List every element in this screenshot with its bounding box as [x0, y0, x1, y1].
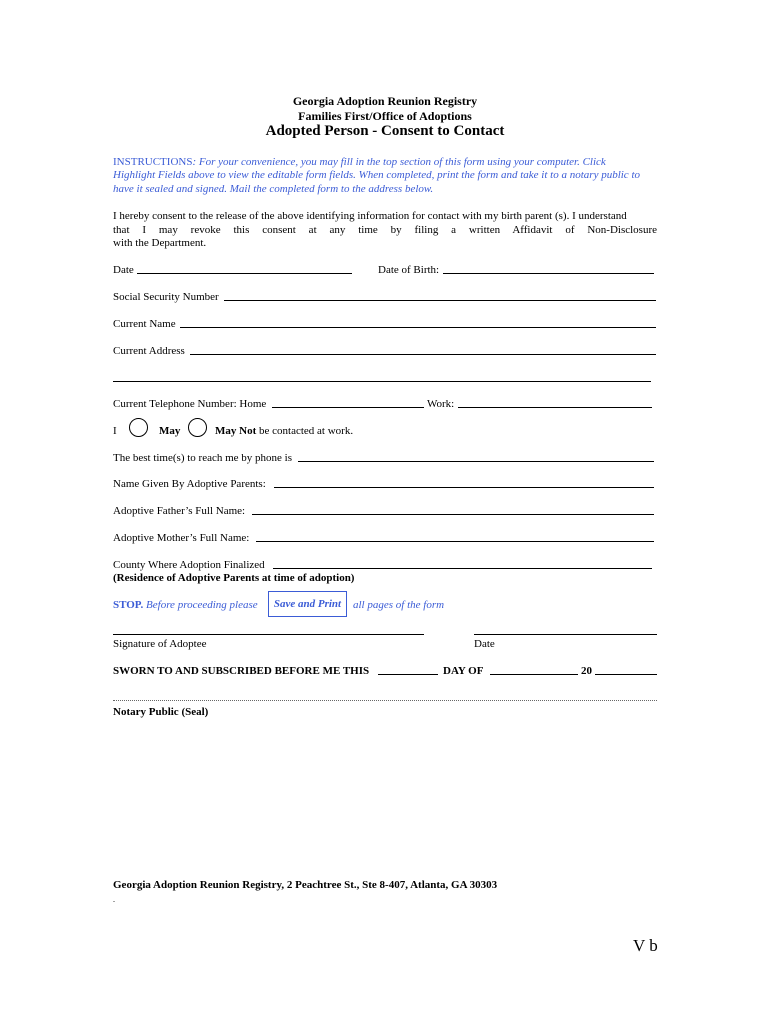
- current-name-field[interactable]: [180, 327, 656, 328]
- county-label: County Where Adoption Finalized: [113, 559, 265, 571]
- dob-label: Date of Birth:: [378, 264, 440, 276]
- county-note: (Residence of Adoptive Parents at time of adoption): [113, 572, 355, 584]
- sworn-year-field[interactable]: [595, 674, 657, 675]
- date-label: Date: [113, 264, 134, 276]
- notary-label: Notary Public (Seal): [113, 706, 209, 718]
- father-name-field[interactable]: [252, 514, 654, 515]
- day-of-label: DAY OF: [443, 665, 484, 677]
- name-given-label: Name Given By Adoptive Parents:: [113, 478, 266, 490]
- current-address-label: Current Address: [113, 345, 185, 357]
- sworn-month-field[interactable]: [490, 674, 578, 675]
- instructions-line-3: have it sealed and signed. Mail the completed form to the address below.: [113, 183, 434, 195]
- may-not-label: May Not: [215, 425, 257, 437]
- ssn-field[interactable]: [224, 300, 656, 301]
- consent-line-3: with the Department.: [113, 237, 207, 249]
- stop-text: [113, 598, 258, 612]
- consent-line-2: that I may revoke this consent at any time by filing a written Affidavit of Non-Disclosure: [113, 224, 657, 236]
- current-name-label: Current Name: [113, 318, 176, 330]
- instructions-line-1: [113, 155, 606, 169]
- instructions-text-1: : For your convenience, you may fill in the top section of this form using your computer. Click: [192, 156, 606, 168]
- save-and-print-button[interactable]: Save and Print: [268, 591, 347, 617]
- phone-home-label: Current Telephone Number: Home: [113, 398, 267, 410]
- instructions-line-2: Highlight Fields above to view the editable form fields. When completed, print the form and take it to a notary public to: [113, 169, 640, 181]
- father-name-label: Adoptive Father’s Full Name:: [113, 505, 246, 517]
- may-radio[interactable]: [129, 418, 148, 437]
- best-times-label: The best time(s) to reach me by phone is: [113, 452, 293, 464]
- notary-divider: [113, 700, 657, 701]
- form-title: Adopted Person - Consent to Contact: [265, 123, 505, 139]
- phone-work-field[interactable]: [458, 407, 652, 408]
- current-address-field-2[interactable]: [113, 381, 651, 382]
- contacted-at-work-text: be contacted at work.: [259, 425, 354, 437]
- registry-name: Georgia Adoption Reunion Registry: [292, 94, 478, 108]
- version-mark: V b: [633, 936, 658, 955]
- stop-after-text: all pages of the form: [353, 599, 445, 611]
- county-field[interactable]: [273, 568, 652, 569]
- may-not-text: [215, 424, 353, 438]
- signature-date-label: Date: [474, 638, 495, 650]
- sworn-text: SWORN TO AND SUBSCRIBED BEFORE ME THIS: [113, 665, 370, 677]
- phone-home-field[interactable]: [272, 407, 424, 408]
- mother-name-label: Adoptive Mother’s Full Name:: [113, 532, 250, 544]
- name-given-field[interactable]: [274, 487, 654, 488]
- stop-before-text: Before proceeding please: [146, 599, 258, 611]
- i-label: I: [113, 425, 117, 437]
- office-name: Families First/Office of Adoptions: [298, 109, 472, 123]
- mother-name-field[interactable]: [256, 541, 654, 542]
- date-field[interactable]: [137, 273, 352, 274]
- may-not-radio[interactable]: [188, 418, 207, 437]
- sworn-day-field[interactable]: [378, 674, 438, 675]
- stop-label: STOP.: [113, 599, 144, 611]
- consent-line-1: I hereby consent to the release of the above identifying information for contact with my birth parent (s). I understand: [113, 210, 627, 222]
- signature-date-field[interactable]: [474, 634, 657, 635]
- may-label: May: [159, 425, 181, 437]
- footer-address: Georgia Adoption Reunion Registry, 2 Peachtree St., Ste 8-407, Atlanta, GA 30303: [113, 879, 498, 891]
- dob-field[interactable]: [443, 273, 654, 274]
- current-address-field[interactable]: [190, 354, 656, 355]
- adoptee-signature-label: Signature of Adoptee: [113, 638, 207, 650]
- phone-work-label: Work:: [427, 398, 455, 410]
- year-prefix-label: 20: [581, 665, 592, 677]
- best-times-field[interactable]: [298, 461, 654, 462]
- footer-dot: .: [113, 895, 115, 904]
- adoptee-signature-field[interactable]: [113, 634, 424, 635]
- ssn-label: Social Security Number: [113, 291, 219, 303]
- instructions-label: INSTRUCTIONS: [113, 156, 193, 168]
